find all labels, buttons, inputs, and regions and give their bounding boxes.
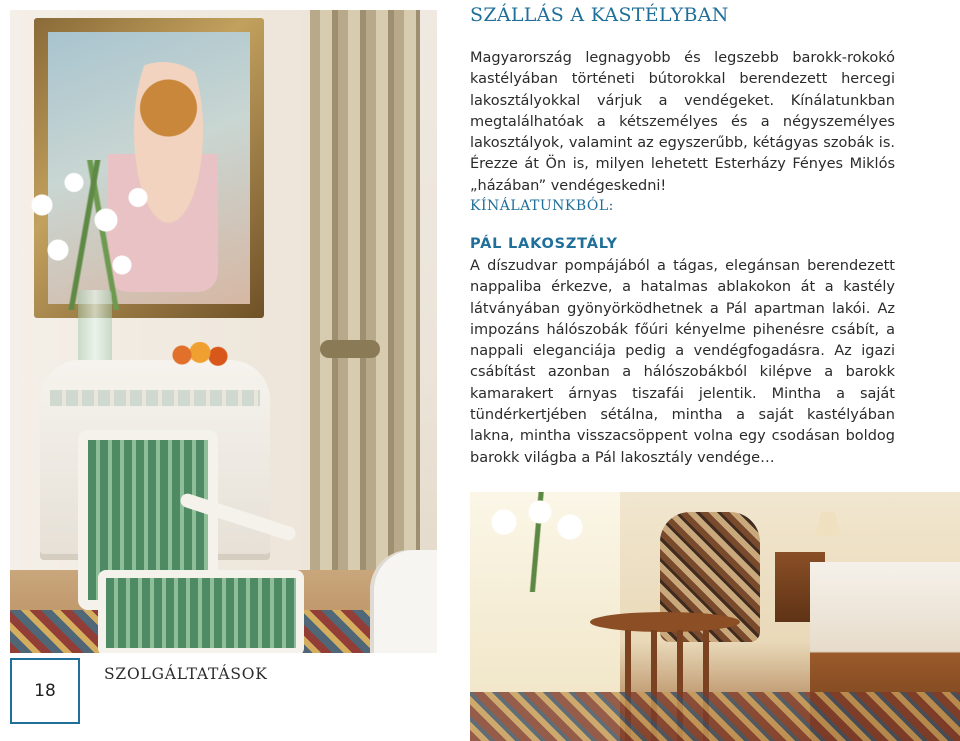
suite-paragraph: A díszudvar pompájából a tágas, elegánsan berendezett nappaliba érkezve, a hatalmas ablakokon át a kastély látványában gyönyörködhetnek a Pál apartman lakói. Az impozáns hálószobák főúri kényelme pihenésre csábít, a nappali eleganciája pedig a vendégfogadásra. Az igazi csábítást azonban a hálószobákból kilépve a barokk kamarakert árnyas tiszafái jelentik. Mintha a saját tündérkertjében sétálna, mintha a saját kastélyában lakna, mintha visszacsöppent volna egy csodásan boldog barokk világba a Pál lakosztály vendége… xyxy=(470,258,895,466)
curtain-tieback xyxy=(320,340,380,358)
section-title: SZÁLLÁS A KASTÉLYBAN xyxy=(470,4,729,26)
intro-paragraph: Magyarország legnagyobb és legszebb barokk-rokokó kastélyában történeti bútorokkal berendezett hercegi lakosztályokkal várjuk a vendégeket. Kínálatunkban megtalálhatóak a kétszemélyes és a négyszemélyes lakosztályok, valamint az egyszerűbb, kétágyas szobák is. Érezze át Ön is, milyen lehetett Esterházy Fényes Miklós „házában” vendégeskedni! xyxy=(470,50,895,194)
round-table xyxy=(370,550,437,653)
suite-heading: PÁL LAKOSZTÁLY xyxy=(470,236,618,252)
gladiolus-flowers xyxy=(10,160,170,310)
offer-label: KÍNÁLATUNKBÓL: xyxy=(470,198,614,214)
chair-seat xyxy=(98,570,304,653)
footer-section-name: SZOLGÁLTATÁSOK xyxy=(104,665,268,683)
fruit-bowl xyxy=(170,342,230,368)
striped-armchair xyxy=(58,430,308,653)
console-ornament xyxy=(50,390,260,406)
interior-photo-left xyxy=(10,10,437,653)
curtain xyxy=(310,10,420,570)
carpet xyxy=(470,692,960,741)
side-table-top xyxy=(590,612,740,632)
suite-photo xyxy=(470,492,960,741)
page-number: 18 xyxy=(10,658,80,724)
table-lamp xyxy=(815,512,841,536)
lily-bouquet xyxy=(480,492,600,592)
